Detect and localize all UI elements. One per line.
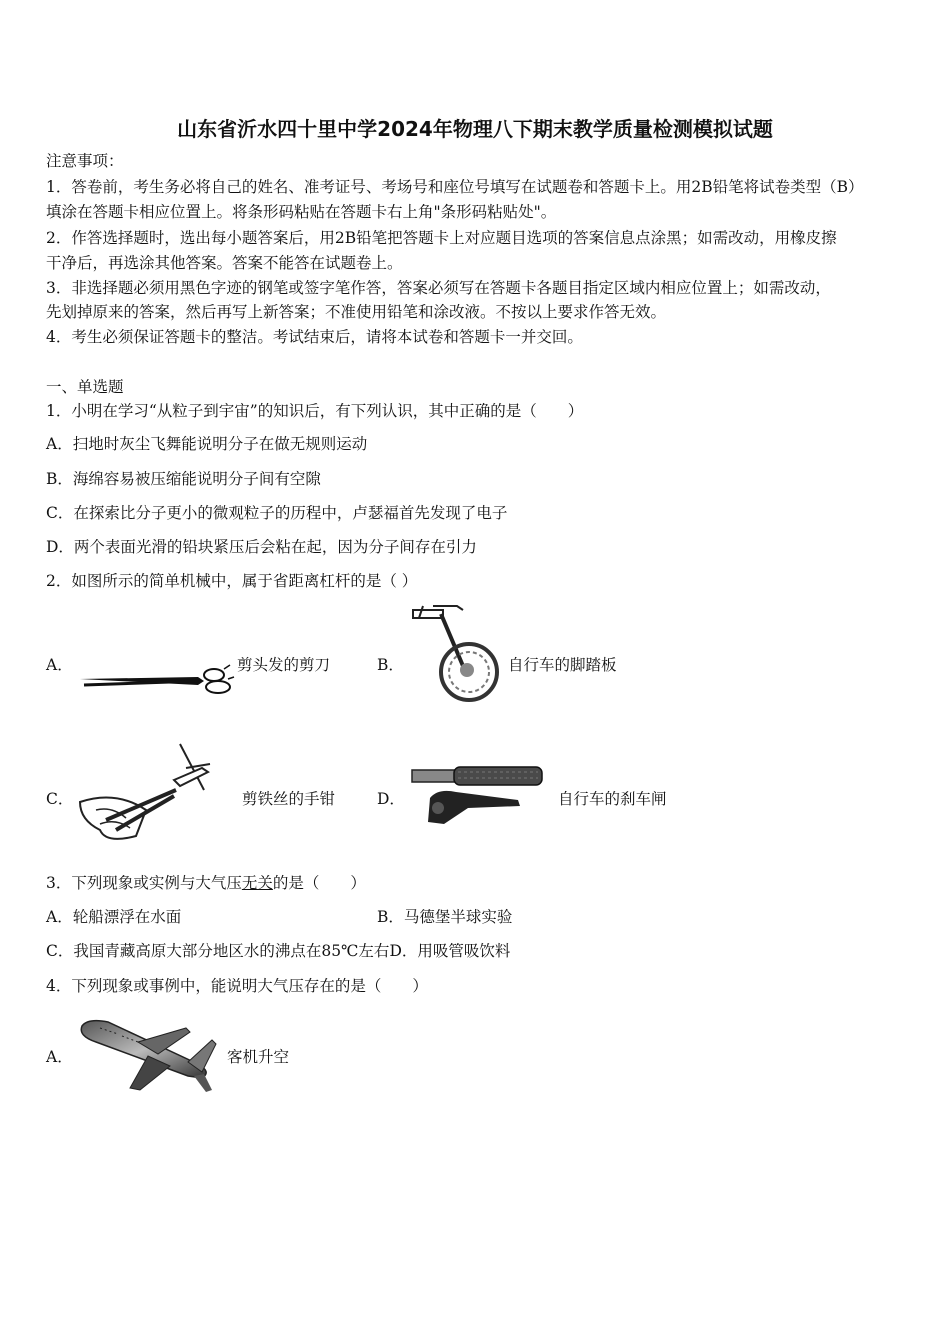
q3-option-cd-line: [46, 941, 510, 961]
notice-line: 先划掉原来的答案，然后再写上新答案；不准使用铅笔和涂改液。不按以上要求作答无效。: [46, 303, 667, 321]
q4-stem: 4．下列现象或事例中，能说明大气压存在的是（ ）: [46, 977, 428, 995]
q2-b-label: 自行车的脚踏板: [508, 656, 617, 674]
scissors-icon: [78, 655, 238, 695]
q3-option-d: D．用吸管吸饮料: [389, 942, 511, 960]
notice-line: 干净后，再选涂其他答案。答案不能答在试题卷上。: [46, 254, 403, 272]
q3-stem-before: 3．下列现象或实例与大气压: [46, 874, 242, 892]
section-heading: 一、单选题: [46, 378, 124, 396]
notice-line: 2．作答选择题时，选出每小题答案后，用2B铅笔把答题卡上对应题目选项的答案信息点涂黑；如需改动，用橡皮擦: [46, 229, 837, 247]
airplane-icon: [78, 1012, 220, 1094]
q2-a-label: 剪头发的剪刀: [237, 656, 331, 674]
q1-option-a: A．扫地时灰尘飞舞能说明分子在做无规则运动: [46, 435, 368, 453]
q2-b-letter: B．: [377, 656, 404, 674]
notice-line: 3．非选择题必须用黑色字迹的钢笔或签字笔作答，答案必须写在答题卡各题目指定区域内相应位置上；如需改动，: [46, 279, 831, 297]
q2-c-label: 剪铁丝的手钳: [242, 790, 336, 808]
q1-option-c: C．在探索比分子更小的微观粒子的历程中，卢瑟福首先发现了电子: [46, 504, 508, 522]
q3-option-c: C．我国青藏高原大部分地区水的沸点在85℃左右: [46, 942, 390, 960]
page-title: 山东省沂水四十里中学2024年物理八下期末教学质量检测模拟试题: [177, 117, 773, 141]
brake-lever-icon: [408, 764, 548, 832]
q3-option-a: A．轮船漂浮在水面: [46, 908, 182, 926]
q1-option-b: B．海绵容易被压缩能说明分子间有空隙: [46, 470, 321, 488]
q1-stem: 1．小明在学习“从粒子到宇宙”的知识后，有下列认识，其中正确的是（ ）: [46, 402, 584, 420]
q2-d-letter: D．: [377, 790, 405, 808]
q2-d-label: 自行车的刹车闸: [558, 790, 667, 808]
q3-stem-after: 的是（ ）: [272, 874, 366, 892]
bicycle-pedal-icon: [405, 604, 505, 700]
q2-a-letter: A．: [46, 656, 73, 674]
q4-a-label: 客机升空: [227, 1048, 290, 1066]
q4-a-letter: A．: [46, 1048, 73, 1066]
q3-option-b: B．马德堡半球实验: [377, 908, 513, 926]
notice-line: 4．考生必须保证答题卡的整洁。考试结束后，请将本试卷和答题卡一并交回。: [46, 328, 583, 346]
q2-stem: 2．如图所示的简单机械中，属于省距离杠杆的是（ ）: [46, 572, 418, 590]
q1-option-d: D．两个表面光滑的铅块紧压后会粘在起，因为分子间存在引力: [46, 538, 477, 556]
q2-c-letter: C．: [46, 790, 74, 808]
notice-heading: 注意事项：: [46, 152, 124, 170]
q3-stem-underlined: 无关: [241, 874, 273, 892]
pliers-icon: [76, 740, 236, 844]
q3-stem: [46, 873, 366, 893]
notice-line: 1．答卷前，考生务必将自己的姓名、准考证号、考场号和座位号填写在试题卷和答题卡上。用2B铅笔将试卷类型（B）: [46, 178, 864, 196]
notice-line: 填涂在答题卡相应位置上。将条形码粘贴在答题卡右上角"条形码粘贴处"。: [46, 203, 557, 221]
